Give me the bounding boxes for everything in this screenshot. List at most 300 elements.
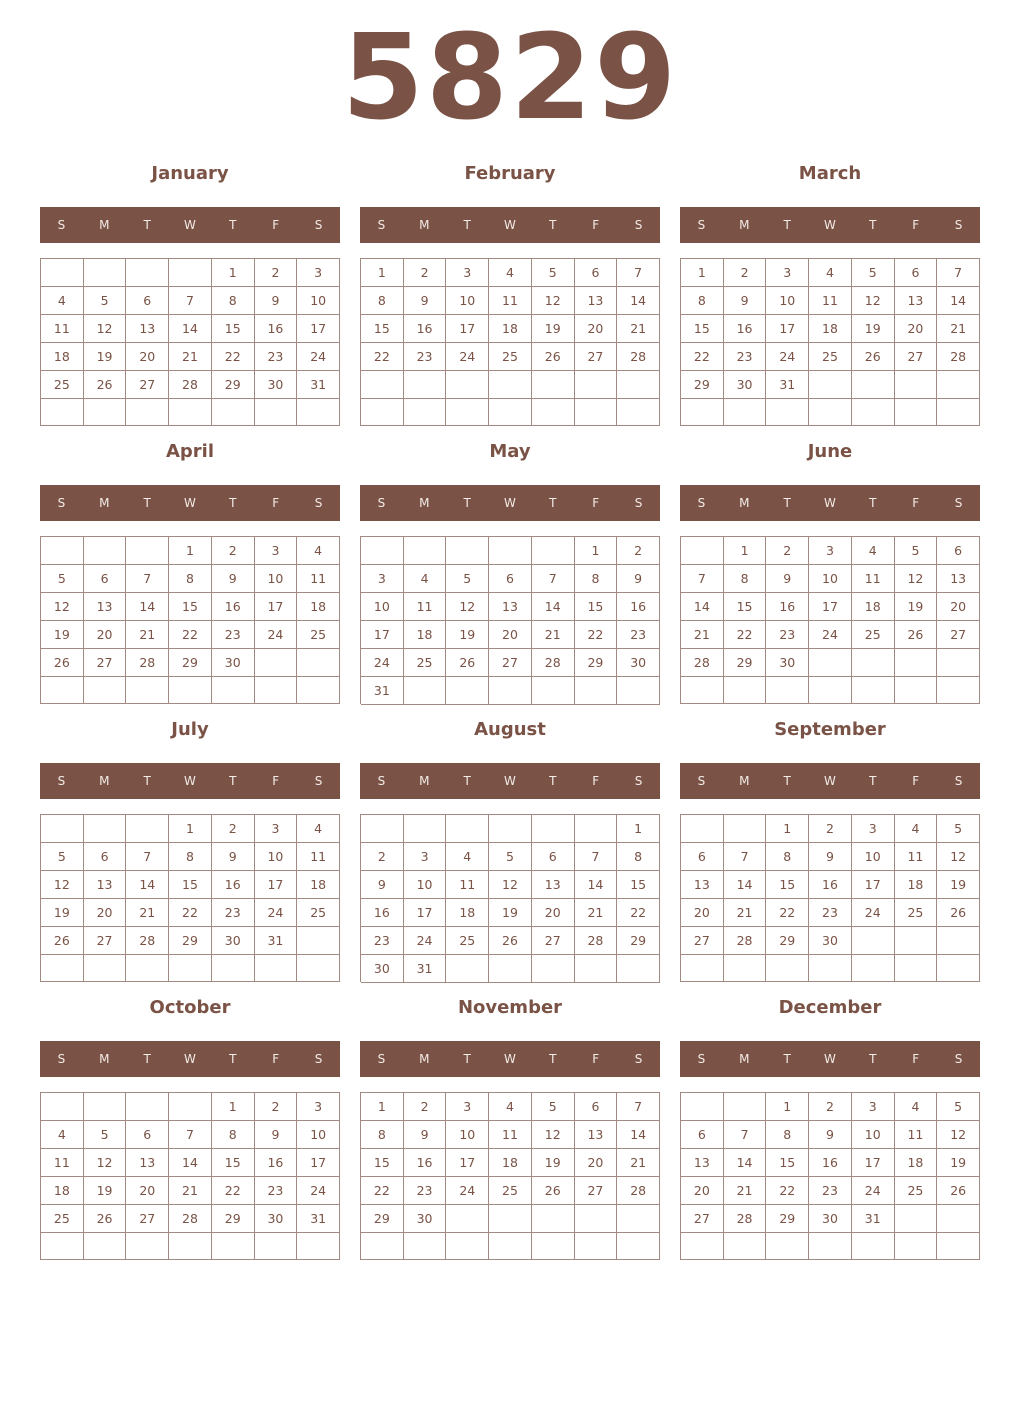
day-cell: 31 [297,1205,340,1233]
empty-day-cell [532,955,575,983]
month-february [360,158,660,436]
weekday-label: W [504,496,516,510]
day-cell: 12 [937,1121,980,1149]
day-cell: 8 [361,1121,404,1149]
day-cell: 24 [446,1177,489,1205]
day-cell: 2 [255,259,298,287]
day-cell: 22 [361,343,404,371]
weekday-header [360,763,660,799]
day-cell: 1 [766,815,809,843]
day-cell: 3 [361,565,404,593]
empty-day-cell [809,371,852,399]
empty-day-cell [724,815,767,843]
day-cell: 4 [41,1121,84,1149]
weekday-label: W [184,218,196,232]
day-cell: 17 [766,315,809,343]
day-cell: 5 [532,259,575,287]
day-cell: 16 [404,315,447,343]
day-cell: 25 [895,1177,938,1205]
day-cell: 15 [766,1149,809,1177]
weekday-label: M [739,496,750,510]
day-cell: 6 [681,843,724,871]
day-cell: 20 [681,1177,724,1205]
day-cell: 17 [446,315,489,343]
day-cell: 20 [575,315,618,343]
weekday-header [360,485,660,521]
day-grid [40,814,340,982]
day-cell: 16 [809,1149,852,1177]
day-cell: 19 [84,1177,127,1205]
weekday-label: S [377,774,386,788]
day-cell: 6 [84,565,127,593]
day-cell: 22 [361,1177,404,1205]
day-cell: 22 [617,899,660,927]
day-cell: 27 [681,927,724,955]
weekday-label: S [954,774,963,788]
day-grid [360,814,660,982]
day-cell: 27 [84,649,127,677]
day-cell: 26 [852,343,895,371]
empty-day-cell [532,399,575,427]
day-cell: 5 [852,259,895,287]
weekday-label: S [954,1052,963,1066]
day-cell: 27 [681,1205,724,1233]
empty-day-cell [41,259,84,287]
day-cell: 28 [617,343,660,371]
empty-day-cell [126,677,169,704]
day-cell: 17 [255,593,298,621]
day-cell: 5 [41,565,84,593]
day-cell: 25 [404,649,447,677]
weekday-label: F [272,774,280,788]
day-cell: 18 [297,593,340,621]
empty-day-cell [681,399,724,426]
day-cell: 6 [126,287,169,315]
year-title: 5829 [341,8,679,146]
day-cell: 2 [809,815,852,843]
empty-day-cell [617,371,660,399]
day-cell: 22 [212,343,255,371]
day-cell: 6 [489,565,532,593]
day-cell: 10 [446,1121,489,1149]
empty-day-cell [297,927,340,955]
month-name: July [171,719,209,740]
empty-day-cell [724,1233,767,1260]
day-cell: 2 [212,815,255,843]
empty-day-cell [84,955,127,982]
day-cell: 20 [575,1149,618,1177]
empty-day-cell [681,537,724,565]
day-cell: 4 [895,1093,938,1121]
day-cell: 5 [446,565,489,593]
day-cell: 15 [724,593,767,621]
day-cell: 8 [681,287,724,315]
weekday-label: T [463,774,471,788]
day-cell: 12 [937,843,980,871]
day-cell: 7 [126,843,169,871]
day-cell: 24 [255,621,298,649]
day-cell: 4 [489,259,532,287]
day-grid [360,536,660,704]
day-cell: 9 [255,287,298,315]
day-cell: 30 [212,649,255,677]
day-cell: 18 [489,315,532,343]
empty-day-cell [617,955,660,983]
day-cell: 11 [404,593,447,621]
weekday-header [360,207,660,243]
empty-day-cell [617,399,660,427]
empty-day-cell [169,677,212,704]
day-cell: 30 [809,927,852,955]
weekday-label: S [697,496,706,510]
day-cell: 30 [404,1205,447,1233]
day-cell: 12 [895,565,938,593]
weekday-label: S [57,218,66,232]
weekday-label: T [229,1052,237,1066]
day-cell: 11 [446,871,489,899]
empty-day-cell [895,1205,938,1233]
empty-day-cell [126,815,169,843]
day-cell: 10 [255,843,298,871]
empty-day-cell [617,677,660,705]
day-grid [360,258,660,426]
empty-day-cell [937,677,980,704]
weekday-label: F [272,496,280,510]
day-cell: 6 [681,1121,724,1149]
day-cell: 3 [766,259,809,287]
day-cell: 20 [84,899,127,927]
empty-day-cell [404,1233,447,1260]
day-cell: 13 [895,287,938,315]
day-cell: 2 [617,537,660,565]
day-cell: 12 [532,1121,575,1149]
month-october [40,992,340,1270]
day-cell: 23 [809,899,852,927]
day-cell: 10 [361,593,404,621]
empty-day-cell [532,815,575,843]
day-cell: 13 [489,593,532,621]
day-cell: 23 [809,1177,852,1205]
month-december [680,992,980,1270]
day-cell: 22 [766,1177,809,1205]
empty-day-cell [41,677,84,704]
empty-day-cell [361,1233,404,1260]
day-cell: 18 [895,1149,938,1177]
day-cell: 30 [212,927,255,955]
day-cell: 21 [617,315,660,343]
month-november [360,992,660,1270]
day-cell: 2 [255,1093,298,1121]
empty-day-cell [724,677,767,704]
day-cell: 8 [169,843,212,871]
day-cell: 16 [766,593,809,621]
day-cell: 28 [724,1205,767,1233]
empty-day-cell [169,955,212,982]
day-cell: 21 [724,1177,767,1205]
weekday-label: F [592,496,600,510]
month-name: August [474,719,546,740]
day-cell: 8 [361,287,404,315]
day-cell: 20 [489,621,532,649]
weekday-label: T [549,496,557,510]
empty-day-cell [895,1233,938,1260]
day-cell: 27 [489,649,532,677]
day-cell: 3 [297,259,340,287]
day-cell: 28 [724,927,767,955]
day-cell: 19 [852,315,895,343]
day-cell: 23 [212,899,255,927]
weekday-label: W [824,218,836,232]
day-cell: 22 [169,899,212,927]
day-cell: 22 [681,343,724,371]
day-cell: 11 [852,565,895,593]
month-may [360,436,660,714]
weekday-label: S [314,1052,323,1066]
day-cell: 28 [937,343,980,371]
day-cell: 1 [724,537,767,565]
day-cell: 3 [446,1093,489,1121]
empty-day-cell [575,1233,618,1260]
weekday-label: T [229,774,237,788]
day-cell: 7 [724,843,767,871]
empty-day-cell [489,677,532,705]
empty-day-cell [575,1205,618,1233]
empty-day-cell [681,815,724,843]
day-cell: 1 [361,1093,404,1121]
weekday-label: M [419,1052,430,1066]
day-cell: 23 [404,343,447,371]
day-cell: 26 [895,621,938,649]
empty-day-cell [575,815,618,843]
empty-day-cell [766,955,809,982]
day-grid [680,536,980,704]
empty-day-cell [84,537,127,565]
day-cell: 18 [489,1149,532,1177]
day-cell: 24 [255,899,298,927]
day-cell: 14 [169,1149,212,1177]
day-grid [680,814,980,982]
day-cell: 19 [489,899,532,927]
empty-day-cell [532,537,575,565]
day-cell: 30 [361,955,404,983]
day-cell: 17 [297,1149,340,1177]
empty-day-cell [852,955,895,982]
day-cell: 5 [532,1093,575,1121]
day-cell: 26 [532,343,575,371]
weekday-label: W [824,1052,836,1066]
day-cell: 21 [937,315,980,343]
day-cell: 30 [255,371,298,399]
day-cell: 10 [766,287,809,315]
day-cell: 7 [532,565,575,593]
weekday-label: S [634,496,643,510]
day-cell: 26 [937,1177,980,1205]
month-january [40,158,340,436]
day-cell: 6 [937,537,980,565]
weekday-label: T [463,1052,471,1066]
day-cell: 7 [575,843,618,871]
empty-day-cell [361,371,404,399]
empty-day-cell [126,537,169,565]
day-cell: 31 [255,927,298,955]
day-cell: 21 [532,621,575,649]
empty-day-cell [404,815,447,843]
weekday-label: F [272,218,280,232]
empty-day-cell [937,955,980,982]
weekday-label: F [912,1052,920,1066]
day-cell: 9 [809,843,852,871]
day-cell: 18 [852,593,895,621]
empty-day-cell [937,649,980,677]
day-cell: 9 [404,1121,447,1149]
day-cell: 29 [212,371,255,399]
day-cell: 10 [297,287,340,315]
day-cell: 28 [532,649,575,677]
day-cell: 18 [404,621,447,649]
day-cell: 31 [404,955,447,983]
weekday-label: F [592,218,600,232]
day-cell: 11 [297,565,340,593]
day-cell: 27 [575,1177,618,1205]
empty-day-cell [126,399,169,426]
day-cell: 20 [895,315,938,343]
weekday-label: S [377,218,386,232]
empty-day-cell [41,537,84,565]
day-cell: 1 [575,537,618,565]
day-cell: 28 [617,1177,660,1205]
empty-day-cell [575,677,618,705]
day-cell: 5 [937,815,980,843]
weekday-label: M [739,218,750,232]
day-cell: 8 [766,843,809,871]
empty-day-cell [446,677,489,705]
day-cell: 19 [937,1149,980,1177]
weekday-label: T [463,496,471,510]
day-cell: 21 [681,621,724,649]
day-cell: 15 [212,315,255,343]
day-cell: 5 [84,287,127,315]
day-cell: 5 [489,843,532,871]
day-cell: 11 [489,287,532,315]
day-cell: 3 [852,815,895,843]
day-cell: 15 [575,593,618,621]
weekday-label: M [99,218,110,232]
day-cell: 2 [404,259,447,287]
day-cell: 16 [212,871,255,899]
month-name: December [778,997,882,1018]
day-cell: 2 [766,537,809,565]
day-cell: 27 [937,621,980,649]
day-cell: 4 [489,1093,532,1121]
day-cell: 9 [404,287,447,315]
day-cell: 11 [41,315,84,343]
day-cell: 18 [446,899,489,927]
day-cell: 16 [212,593,255,621]
day-cell: 12 [532,287,575,315]
empty-day-cell [937,1233,980,1260]
empty-day-cell [41,815,84,843]
weekday-label: T [143,496,151,510]
day-cell: 8 [212,287,255,315]
weekday-header [40,1041,340,1077]
empty-day-cell [852,649,895,677]
day-cell: 9 [361,871,404,899]
weekday-label: T [463,218,471,232]
day-cell: 15 [681,315,724,343]
day-cell: 23 [212,621,255,649]
day-cell: 19 [446,621,489,649]
day-cell: 18 [41,1177,84,1205]
day-cell: 23 [617,621,660,649]
day-cell: 22 [766,899,809,927]
empty-day-cell [937,1205,980,1233]
weekday-label: S [57,496,66,510]
day-cell: 14 [126,593,169,621]
day-cell: 18 [41,343,84,371]
weekday-label: T [549,774,557,788]
weekday-label: T [549,1052,557,1066]
weekday-label: T [229,496,237,510]
weekday-label: T [783,496,791,510]
empty-day-cell [895,399,938,426]
day-cell: 9 [212,843,255,871]
day-cell: 11 [41,1149,84,1177]
day-cell: 25 [446,927,489,955]
month-name: November [457,997,563,1018]
day-cell: 9 [212,565,255,593]
empty-day-cell [937,371,980,399]
empty-day-cell [297,1233,340,1260]
day-cell: 5 [895,537,938,565]
day-cell: 4 [446,843,489,871]
empty-day-cell [532,1233,575,1260]
day-cell: 24 [766,343,809,371]
day-cell: 13 [126,1149,169,1177]
day-cell: 28 [575,927,618,955]
day-cell: 29 [169,649,212,677]
day-cell: 24 [852,1177,895,1205]
day-cell: 11 [895,843,938,871]
empty-day-cell [126,955,169,982]
empty-day-cell [895,649,938,677]
day-cell: 27 [126,371,169,399]
weekday-label: M [419,496,430,510]
empty-day-cell [489,1233,532,1260]
day-cell: 23 [361,927,404,955]
day-cell: 9 [255,1121,298,1149]
day-cell: 9 [724,287,767,315]
day-cell: 27 [532,927,575,955]
day-cell: 4 [809,259,852,287]
day-cell: 25 [489,343,532,371]
empty-day-cell [575,371,618,399]
day-cell: 6 [575,1093,618,1121]
day-cell: 26 [489,927,532,955]
weekday-label: W [824,774,836,788]
day-cell: 1 [169,815,212,843]
empty-day-cell [489,955,532,983]
empty-day-cell [297,399,340,426]
day-cell: 17 [852,871,895,899]
empty-day-cell [446,1205,489,1233]
weekday-label: M [419,774,430,788]
empty-day-cell [126,259,169,287]
day-cell: 5 [41,843,84,871]
weekday-label: T [869,496,877,510]
day-cell: 19 [41,621,84,649]
empty-day-cell [84,815,127,843]
weekday-label: S [377,496,386,510]
